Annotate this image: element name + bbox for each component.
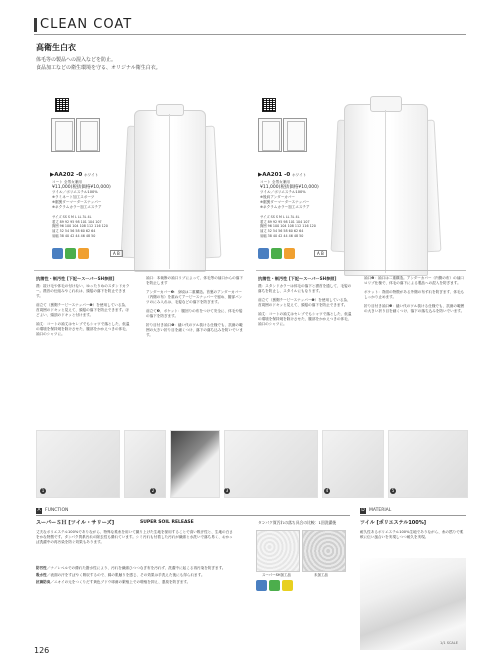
product-code-aa202: ▶AA202 -0 ホワイト	[50, 172, 99, 178]
detail-photo-1	[36, 430, 120, 498]
features-right-col1: 抗菌性・制汚性 [下記～スーパーSH参照] 襟：スタンドカラーは体毛の落下と襟首を通して、毛髪の落ちを防止し、スタイルにもなります。 前立て（裏側テーピースナッパー❶）を使用している為、首周囲のドキッと見えて、頭髪の落下を防止できます。 袖丈：コートの袖丈はセレブでもシャツで落とした、低温の環境を保持剤を除けさせた、腰部をかかえつきの体毛、袖口のシャツに。	[258, 276, 354, 327]
absorb-icon	[282, 580, 293, 591]
swatch-super-sh	[256, 530, 300, 572]
function-label: FUNCTION	[45, 508, 69, 513]
detail-photo-3	[170, 430, 220, 498]
function-bullets: 防汚性／ナノレベルでの優れた撥水性により、汚れを繊維ひつつなぎ布を汚れず、洗濯中に起こる再汚染を防ぎます。 吸水性／表面の汗をすばやく吸収するので、綿の肌触りを感じ、その効果は手洗えた後にも得られます。 抗菌防臭／ニオイの元をつくりだす黄色ブドウ球菌の繁殖上での増殖を抑え、悪臭を防ぎます。	[36, 566, 226, 585]
absorb-icon	[78, 248, 89, 259]
product-desc-aa202: コート 全男女兼用 ¥11,000(税抜価格¥10,000) ツイル／ポリエステル100% ※ラミネート加工スポーツ ※裾裏ダーマーダースナッパー ※ネクラムカラー加工エステア	[52, 180, 111, 209]
features-left-heading: 抗菌性・制汚性 [下記～スーパーSH参照]	[36, 276, 115, 281]
header-rule-top	[34, 18, 37, 32]
detail-number-4: 4	[325, 488, 329, 493]
features-right-heading: 抗菌性・制汚性 [下記～スーパーSH参照]	[258, 276, 337, 281]
features-left-col1: 抗菌性・制汚性 [下記～スーパーSH参照] 襟：抜け毛や体毛の付けない、ゆったりめのスタンドカラー。襟首の仕組みやこれれは、頭髪の落下を防止できます。 前立て（裏側テーピースナッパー❶）を使用している為、首周囲のドキッと見えて、頭髪の落下を防止できます。ほどよい、頭頂のドキッと付けます。 袖丈：コートの袖丈はセレブでもシャツで落とした、低温の環境を保持剤を除けさせた、腰部をかかえつきの体毛、袖口のシャツに。	[36, 276, 132, 337]
product-code-aa201: ▶AA201 -0 ホワイト	[258, 172, 307, 178]
function-rule	[36, 515, 350, 516]
function-body: 丈夫なポリエステル100%でありながら、特殊な柔糸を用いて織り上げた生地を採用することで高い吸汗性と、生地の白さをかな特徴です。タンパク質系汚れの除去性も優れています。シミ汚れも付着した汚れが繊維と水洗いで落ち易く、おかっぱ洗濯中の再汚染を防ぐ効果もあります。	[36, 530, 233, 545]
lead-text-2: 食品加工などの衛生環境を守る、オリジナル衛生白衣。	[36, 65, 161, 71]
material-title: ツイル [ポリエステル100%]	[360, 520, 427, 526]
caption-super-sh: スーパーSH加工品	[262, 573, 292, 577]
material-rule	[360, 515, 466, 516]
function-title-en: SUPER SOIL RELEASE	[140, 520, 194, 525]
detail-number-2: 2	[151, 488, 155, 493]
function-tag: A	[37, 508, 41, 513]
detail-number-3: 3	[225, 488, 229, 493]
flat-sketch-aa202	[51, 118, 75, 152]
ab-badge-aa201: A B	[314, 250, 327, 257]
flat-sketch-aa201	[258, 118, 282, 152]
page-subtitle: 高衛生白衣	[36, 43, 76, 52]
detail-number-5: 5	[391, 488, 395, 493]
header-rule	[34, 34, 466, 35]
comparison-title: タンパク質汚れの落ち具合の比較：1回洗濯後	[258, 520, 337, 525]
caption-untreated: 未加工品	[314, 573, 328, 577]
antibacterial-icon	[256, 580, 267, 591]
scale-label: 1/1 SCALE	[440, 641, 458, 645]
material-body: 耐久性あるポリエステル100%生地でありながら、糸の撚りで柔軟に伝い風合いを実現しつつ耐久を実現。	[360, 530, 464, 540]
flat-sketch-back-aa201	[283, 118, 307, 152]
price-aa202: ¥11,000(税抜価格¥10,000)	[52, 185, 111, 190]
absorb-icon	[284, 248, 295, 259]
material-tag: D	[361, 508, 365, 513]
ab-badge-aa202: A B	[110, 250, 123, 257]
page-title: CLEAN COAT	[40, 17, 133, 32]
detail-photo-4	[224, 430, 318, 498]
price-aa201: ¥11,000(税抜価格¥10,000)	[260, 185, 319, 190]
size-table-aa202: サイズ SS S M L LL 3L 4L 着丈 89 92 95 98 101 104 107 胸囲 96 100 104 108 112 116 120 袖丈 52 54 56 58 60 62 64 肩幅 38 40 42 44 46 48 50	[52, 215, 108, 238]
material-label: MATERIAL	[369, 508, 392, 513]
qr-code-aa202[interactable]	[55, 98, 69, 112]
detail-photo-5	[322, 430, 384, 498]
antibacterial-icon	[258, 248, 269, 259]
function-title: スーパーＳＨ [ツイル・サリーズ]	[36, 520, 115, 526]
swatch-untreated	[302, 530, 346, 572]
fabric-swatch	[360, 558, 466, 650]
antibacterial-icon	[52, 248, 63, 259]
lead-text-1: 体毛等の製品への混入などを防止。	[36, 57, 117, 63]
detail-photo-2	[124, 430, 166, 498]
features-left-col2: 袖口：本裁断の袖口リブによって、体毛等の袖口からの落下を防止します アンダーカバー❷：身頃は二重構造。首裏のアンダーカバー（内側の布）を重ねてアーピースナッパーで留め、腰部パンツのにみ入れは、毛髪などの落下を防ぎます。 前立て❸、ポケット：腰回りの布をつけて安全に、体毛や髪の落下を防ぎます。 折り目付き袖口❹：縫い代のツル抜ける仕様でも、抗菌の範囲の大きい折り目を細くつけ、落下の落ち込みを防いでいます。	[146, 276, 243, 337]
features-right-col2: 袖口❷：袖口は二重構造。アンダーカバー（内側の布）の袖口ロリブ仕様で、体毛の落下による製品への混入を防ぎます。 ポケット：背面の特徴がある外側の布ずれを防ぎます、体毛もしっかり止めます。 折り目付き袖口❸：縫い代のツル抜ける仕様でも、抗菌の範囲の大きい折り目を細くつけ、落下の落ち込みを防いでいます。	[364, 276, 465, 313]
feature-divider-right	[256, 270, 466, 271]
page-number: 126	[34, 646, 50, 655]
detail-photo-6	[388, 430, 468, 498]
stain-resist-icon	[65, 248, 76, 259]
flat-sketch-back-aa202	[76, 118, 100, 152]
size-table-aa201: サイズ SS S M L LL 3L 4L 着丈 89 92 95 98 101 104 107 胸囲 96 100 104 108 112 116 120 袖丈 52 54 56 58 60 62 64 肩幅 38 40 42 44 46 48 50	[260, 215, 316, 238]
stain-resist-icon	[271, 248, 282, 259]
detail-number-1: 1	[41, 488, 45, 493]
feature-divider-left	[34, 270, 244, 271]
qr-code-aa201[interactable]	[262, 98, 276, 112]
product-desc-aa201: コート 全男女兼用 ¥11,000(税抜価格¥10,000) ツイル／ポリエステル100% ※後肩アンダーカバー ※裾裏ダーマーダースナッパー ※ネクラムカラー加工エステア	[260, 180, 319, 209]
stain-resist-icon	[269, 580, 280, 591]
